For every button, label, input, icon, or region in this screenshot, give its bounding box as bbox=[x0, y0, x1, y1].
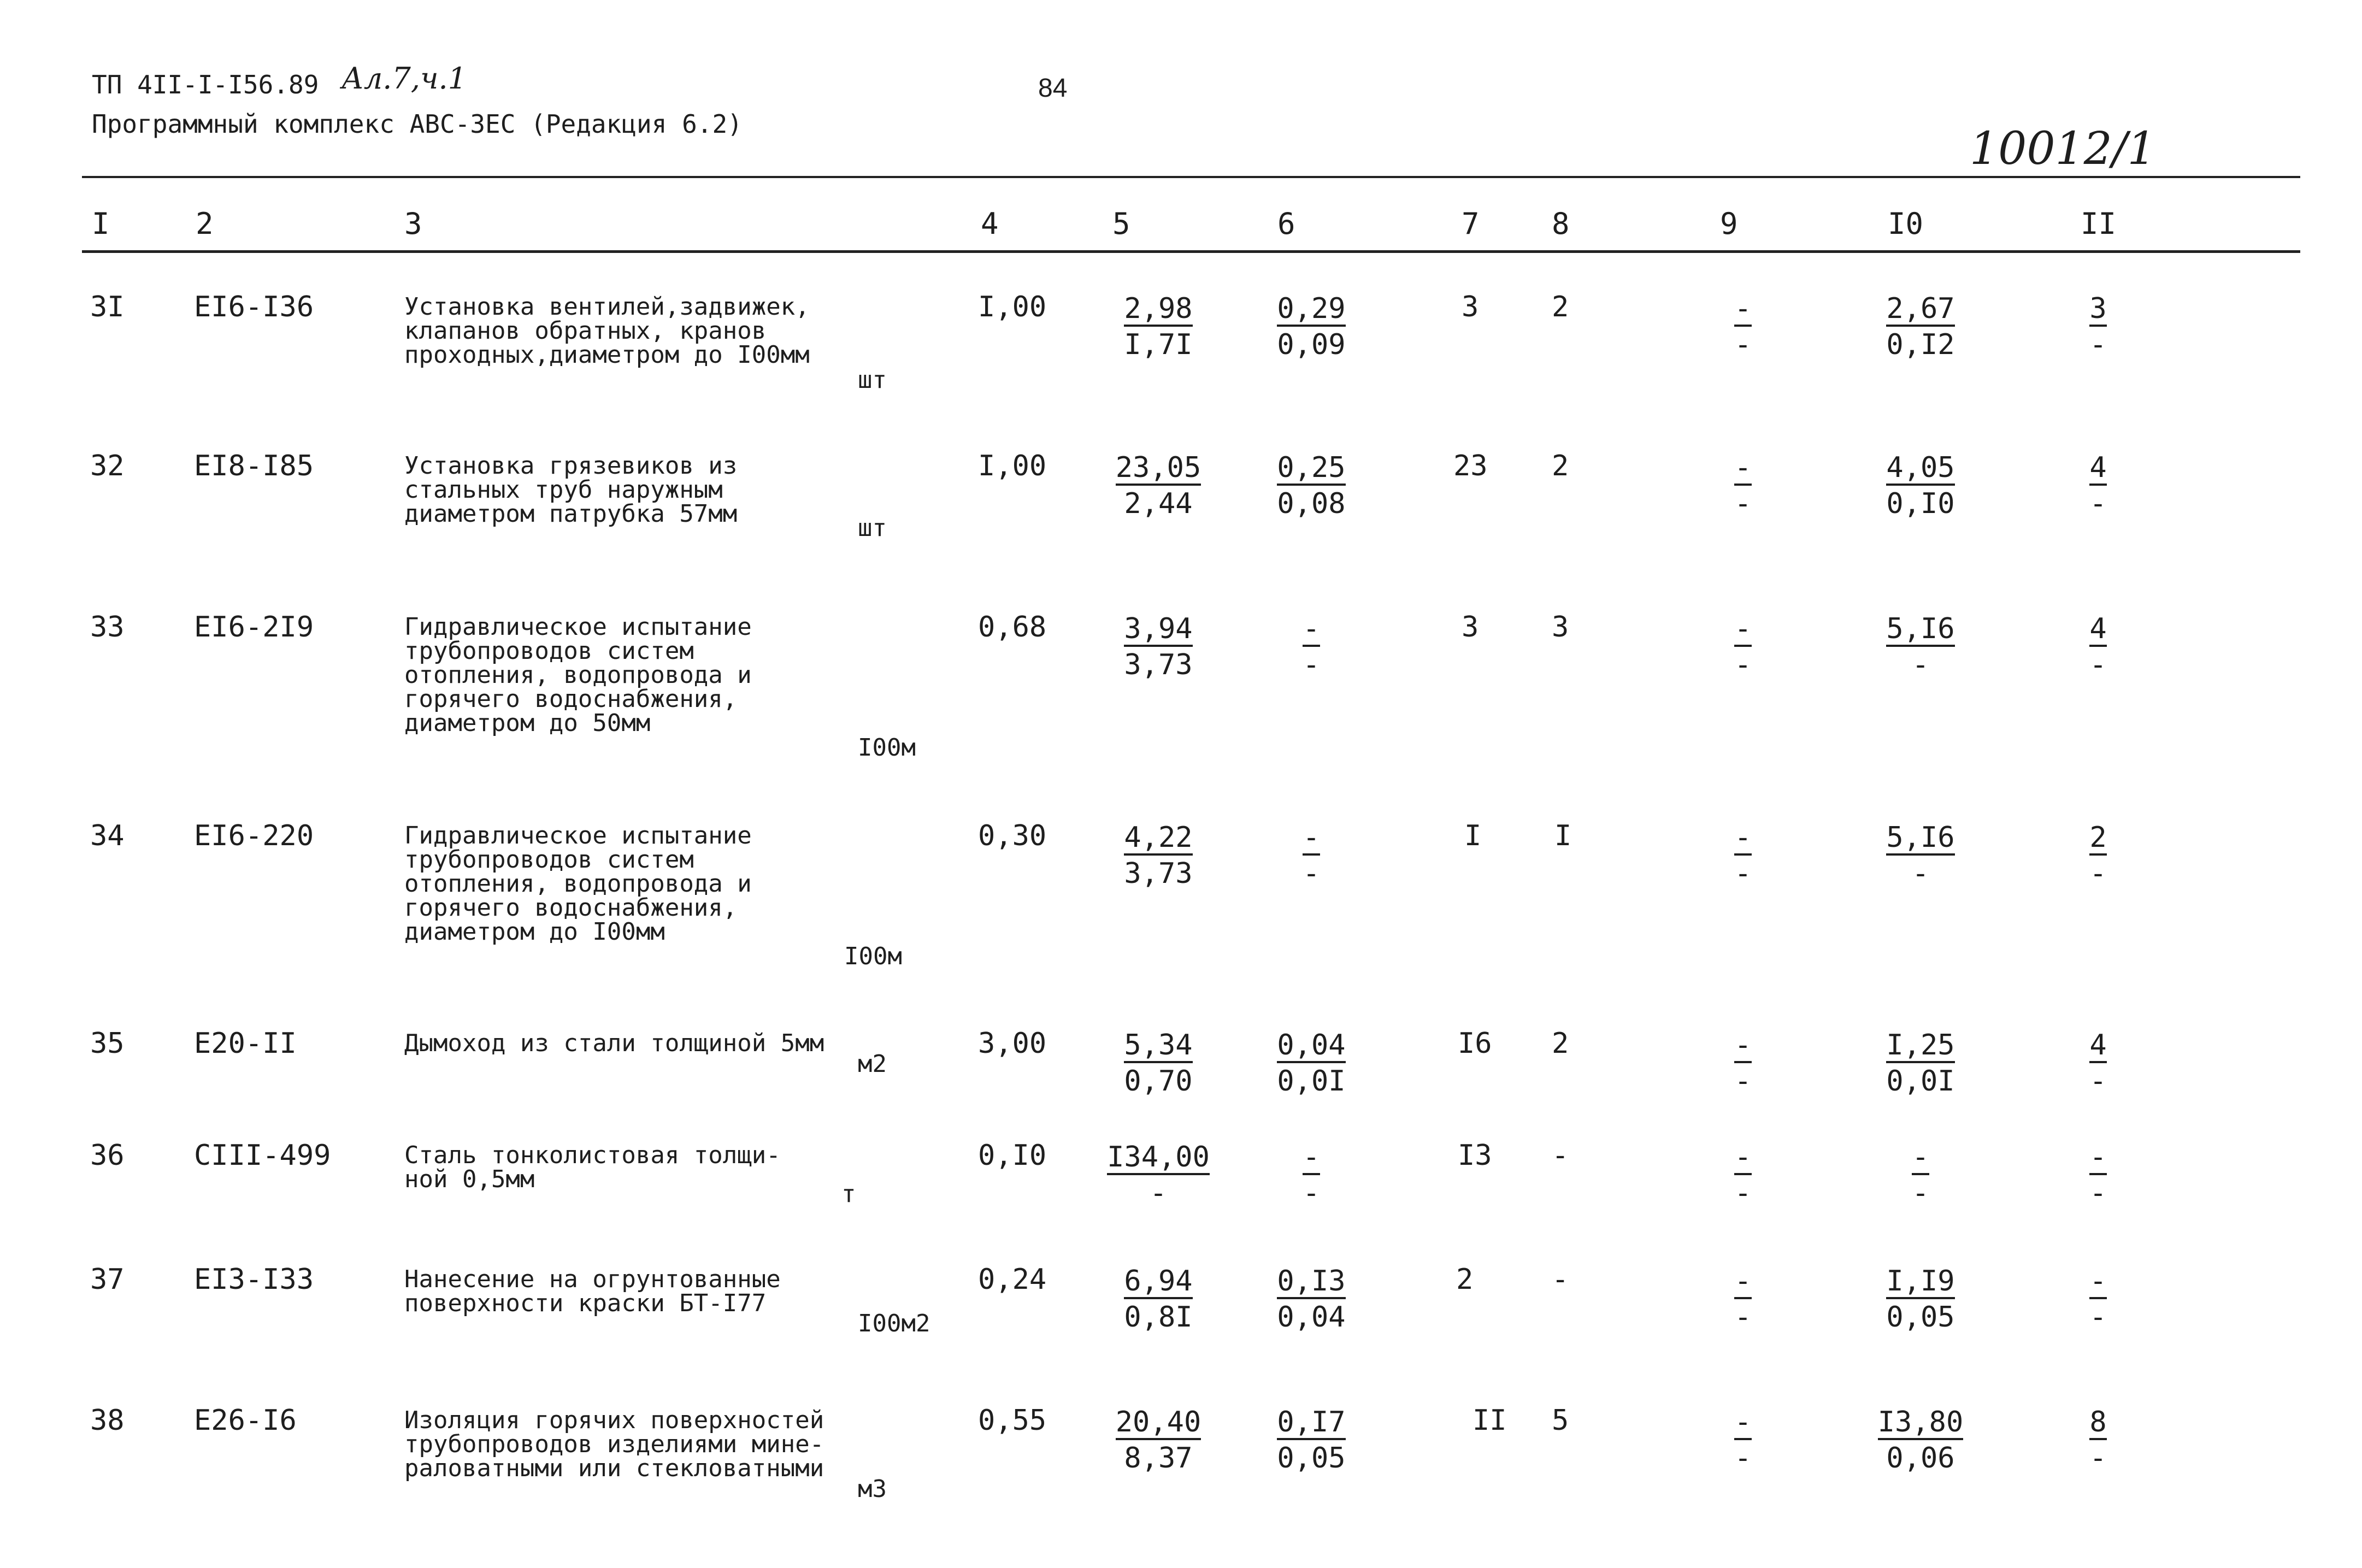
col-header-6: 6 bbox=[1277, 207, 1295, 241]
description-line: Изоляция горячих поверхностей bbox=[404, 1406, 824, 1434]
value-col8: 5 bbox=[1552, 1404, 1569, 1437]
row-number: 32 bbox=[90, 450, 125, 482]
row-unit: м3 bbox=[858, 1475, 887, 1503]
value-col8: - bbox=[1552, 1139, 1569, 1172]
description-line: клапанов обратных, кранов bbox=[404, 317, 767, 345]
value-col5 bbox=[1106, 291, 1210, 363]
col-header-8: 8 bbox=[1552, 207, 1570, 241]
value-bottom: - bbox=[1303, 649, 1320, 681]
row-quantity: I,00 bbox=[978, 450, 1047, 482]
value-bottom: - bbox=[1734, 1177, 1752, 1210]
value-bottom: - bbox=[2089, 328, 2107, 361]
header-rule bbox=[82, 250, 2300, 253]
value-col6 bbox=[1259, 450, 1363, 522]
value-col5 bbox=[1106, 611, 1210, 683]
row-quantity: I,00 bbox=[978, 291, 1047, 323]
value-top: - bbox=[2089, 1265, 2106, 1299]
row-description bbox=[404, 454, 737, 526]
value-col11 bbox=[2046, 1027, 2150, 1099]
description-line: Дымоход из стали толщиной 5мм bbox=[404, 1029, 824, 1057]
col-header-7: 7 bbox=[1462, 207, 1480, 241]
row-code: EI6-220 bbox=[194, 820, 314, 852]
value-col9 bbox=[1691, 1263, 1795, 1335]
value-bottom: 3,73 bbox=[1124, 649, 1193, 681]
value-bottom: 0,09 bbox=[1277, 328, 1346, 361]
value-bottom: - bbox=[2089, 1065, 2107, 1098]
value-bottom: - bbox=[1912, 649, 1929, 681]
value-top: 4 bbox=[2089, 452, 2106, 486]
value-col6 bbox=[1259, 1027, 1363, 1099]
value-bottom: 8,37 bbox=[1124, 1442, 1193, 1475]
value-col11 bbox=[2046, 450, 2150, 522]
value-col10 bbox=[1869, 1027, 1972, 1099]
row-unit: I00м bbox=[844, 942, 902, 970]
value-col6 bbox=[1259, 611, 1363, 683]
col-header-2: 2 bbox=[196, 207, 214, 241]
top-rule bbox=[82, 176, 2300, 178]
row-unit: т bbox=[841, 1180, 856, 1208]
row-number: 36 bbox=[90, 1139, 125, 1172]
value-bottom: 0,I0 bbox=[1886, 487, 1955, 520]
value-col10 bbox=[1869, 291, 1972, 363]
value-top: - bbox=[1303, 613, 1320, 647]
value-bottom: - bbox=[2089, 487, 2107, 520]
value-top: - bbox=[1734, 822, 1751, 856]
value-col10 bbox=[1869, 1404, 1972, 1476]
value-bottom: 0,70 bbox=[1124, 1065, 1193, 1098]
value-top: I,25 bbox=[1886, 1029, 1954, 1063]
value-top: 5,I6 bbox=[1886, 613, 1954, 647]
row-unit: I00м2 bbox=[858, 1310, 930, 1337]
col-header-4: 4 bbox=[981, 207, 999, 241]
description-line: поверхности краски БТ-I77 bbox=[404, 1289, 767, 1317]
row-quantity: 0,I0 bbox=[978, 1139, 1047, 1172]
value-col7: 23 bbox=[1453, 450, 1488, 482]
description-line: Гидравлическое испытание bbox=[404, 822, 752, 850]
value-top: 5,I6 bbox=[1886, 822, 1954, 856]
value-bottom: 0,05 bbox=[1277, 1442, 1346, 1475]
value-top: - bbox=[1734, 1141, 1751, 1175]
col-header-10: I0 bbox=[1888, 207, 1924, 241]
value-col7: I6 bbox=[1458, 1027, 1492, 1060]
row-description bbox=[404, 1265, 781, 1317]
value-bottom: 0,06 bbox=[1886, 1442, 1955, 1475]
row-unit: I00м bbox=[858, 734, 916, 762]
value-bottom: - bbox=[1303, 857, 1320, 890]
value-col11 bbox=[2046, 820, 2150, 892]
value-top: - bbox=[1734, 1029, 1751, 1063]
value-col10 bbox=[1869, 1263, 1972, 1335]
value-bottom: I,7I bbox=[1124, 328, 1193, 361]
value-col11 bbox=[2046, 611, 2150, 683]
value-top: 2 bbox=[2089, 822, 2106, 856]
row-code: EI8-I85 bbox=[194, 450, 314, 482]
value-bottom: 0,04 bbox=[1277, 1301, 1346, 1334]
value-top: 4,05 bbox=[1886, 452, 1954, 486]
description-line: отопления, водопровода и bbox=[404, 870, 752, 898]
value-col10 bbox=[1869, 450, 1972, 522]
value-bottom: - bbox=[2089, 1177, 2107, 1210]
row-quantity: 0,68 bbox=[978, 611, 1047, 644]
value-col11 bbox=[2046, 1139, 2150, 1211]
program-title: Программный комплекс АВС-3ЕС (Редакция 6.2) bbox=[92, 109, 743, 139]
row-number: 33 bbox=[90, 611, 125, 644]
value-top: 5,34 bbox=[1124, 1029, 1192, 1063]
row-number: 34 bbox=[90, 820, 125, 852]
value-col5 bbox=[1106, 1027, 1210, 1099]
value-bottom: - bbox=[2089, 1442, 2107, 1475]
col-header-1: I bbox=[92, 207, 110, 241]
col-header-11: II bbox=[2081, 207, 2117, 241]
value-col9 bbox=[1691, 450, 1795, 522]
value-bottom: 3,73 bbox=[1124, 857, 1193, 890]
row-quantity: 3,00 bbox=[978, 1027, 1047, 1060]
value-col7: 3 bbox=[1462, 291, 1479, 323]
value-col6 bbox=[1259, 291, 1363, 363]
value-top: 8 bbox=[2089, 1406, 2106, 1440]
description-line: горячего водоснабжения, bbox=[404, 685, 738, 713]
description-line: Сталь тонколистовая толщи- bbox=[404, 1141, 781, 1169]
value-top: - bbox=[1734, 452, 1751, 486]
value-col11 bbox=[2046, 1263, 2150, 1335]
value-top: - bbox=[1734, 613, 1751, 647]
value-bottom: 0,05 bbox=[1886, 1301, 1955, 1334]
value-bottom: - bbox=[2089, 1301, 2107, 1334]
value-top: - bbox=[1734, 1406, 1751, 1440]
value-top: - bbox=[2089, 1141, 2106, 1175]
value-col8: 3 bbox=[1552, 611, 1569, 644]
value-col7: 2 bbox=[1456, 1263, 1474, 1296]
value-bottom: 0,0I bbox=[1886, 1065, 1955, 1098]
row-description bbox=[404, 615, 752, 735]
value-col7: II bbox=[1472, 1404, 1507, 1437]
value-bottom: - bbox=[1912, 1177, 1929, 1210]
description-line: Нанесение на огрунтованные bbox=[404, 1265, 781, 1293]
description-line: трубопроводов изделиями мине- bbox=[404, 1430, 824, 1458]
value-col8: 2 bbox=[1552, 291, 1569, 323]
value-col6 bbox=[1259, 820, 1363, 892]
value-bottom: - bbox=[1303, 1177, 1320, 1210]
description-line: ной 0,5мм bbox=[404, 1165, 535, 1193]
handwritten-code: 10012/1 bbox=[1970, 123, 2156, 175]
row-code: EI6-I36 bbox=[194, 291, 314, 323]
description-line: диаметром до I00мм bbox=[404, 918, 665, 946]
row-unit: шт bbox=[858, 514, 887, 542]
value-bottom: - bbox=[1150, 1177, 1167, 1210]
row-code: EI6-2I9 bbox=[194, 611, 314, 644]
value-bottom: - bbox=[1734, 1442, 1752, 1475]
value-col6 bbox=[1259, 1263, 1363, 1335]
value-bottom: - bbox=[1734, 649, 1752, 681]
description-line: раловатными или стекловатными bbox=[404, 1454, 824, 1482]
value-col5 bbox=[1106, 450, 1210, 522]
value-col9 bbox=[1691, 1139, 1795, 1211]
description-line: отопления, водопровода и bbox=[404, 661, 752, 689]
value-col10 bbox=[1869, 820, 1972, 892]
row-code: CIII-499 bbox=[194, 1139, 331, 1172]
row-description bbox=[404, 824, 752, 944]
value-bottom: 0,I2 bbox=[1886, 328, 1955, 361]
value-col8: - bbox=[1552, 1263, 1569, 1296]
value-bottom: 0,8I bbox=[1124, 1301, 1193, 1334]
value-top: I3,80 bbox=[1878, 1406, 1964, 1440]
value-bottom: 2,44 bbox=[1124, 487, 1193, 520]
row-unit: м2 bbox=[858, 1050, 887, 1078]
description-line: трубопроводов систем bbox=[404, 637, 694, 665]
value-col9 bbox=[1691, 291, 1795, 363]
value-top: 23,05 bbox=[1116, 452, 1201, 486]
value-col10 bbox=[1869, 611, 1972, 683]
row-code: EI3-I33 bbox=[194, 1263, 314, 1296]
value-top: 0,I3 bbox=[1277, 1265, 1345, 1299]
value-top: 0,04 bbox=[1277, 1029, 1345, 1063]
value-top: - bbox=[1303, 1141, 1320, 1175]
value-bottom: - bbox=[2089, 857, 2107, 890]
row-number: 37 bbox=[90, 1263, 125, 1296]
description-line: диаметром патрубка 57мм bbox=[404, 500, 738, 528]
row-quantity: 0,24 bbox=[978, 1263, 1047, 1296]
value-col7: 3 bbox=[1462, 611, 1479, 644]
row-unit: шт bbox=[858, 366, 887, 394]
value-bottom: - bbox=[1734, 1065, 1752, 1098]
value-top: 6,94 bbox=[1124, 1265, 1192, 1299]
value-col5 bbox=[1106, 1404, 1210, 1476]
value-bottom: - bbox=[1912, 857, 1929, 890]
value-col8: 2 bbox=[1552, 1027, 1569, 1060]
value-bottom: 0,0I bbox=[1277, 1065, 1346, 1098]
value-top: - bbox=[1734, 293, 1751, 327]
value-col5 bbox=[1106, 1139, 1210, 1211]
value-col10 bbox=[1869, 1139, 1972, 1211]
value-top: I,I9 bbox=[1886, 1265, 1954, 1299]
value-col6 bbox=[1259, 1139, 1363, 1211]
value-col6 bbox=[1259, 1404, 1363, 1476]
page-number: 84 bbox=[1038, 74, 1068, 103]
value-bottom: - bbox=[1734, 1301, 1752, 1334]
value-col7: I3 bbox=[1458, 1139, 1492, 1172]
value-col11 bbox=[2046, 1404, 2150, 1476]
row-number: 35 bbox=[90, 1027, 125, 1060]
row-quantity: 0,55 bbox=[978, 1404, 1047, 1437]
value-top: - bbox=[1303, 822, 1320, 856]
value-col9 bbox=[1691, 611, 1795, 683]
value-top: 0,I7 bbox=[1277, 1406, 1345, 1440]
value-top: I34,00 bbox=[1107, 1141, 1210, 1175]
value-top: 2,67 bbox=[1886, 293, 1954, 327]
row-quantity: 0,30 bbox=[978, 820, 1047, 852]
description-line: проходных,диаметром до I00мм bbox=[404, 341, 810, 369]
value-bottom: - bbox=[1734, 328, 1752, 361]
handwritten-reference: Ал.7,ч.1 bbox=[341, 61, 467, 96]
value-col7: I bbox=[1464, 820, 1482, 852]
value-top: 2,98 bbox=[1124, 293, 1192, 327]
value-top: 0,25 bbox=[1277, 452, 1345, 486]
description-line: Гидравлическое испытание bbox=[404, 613, 752, 641]
description-line: Установка грязевиков из bbox=[404, 452, 738, 480]
row-description bbox=[404, 1143, 781, 1192]
col-header-5: 5 bbox=[1112, 207, 1130, 241]
description-line: трубопроводов систем bbox=[404, 846, 694, 874]
value-col5 bbox=[1106, 1263, 1210, 1335]
row-description bbox=[404, 1031, 824, 1056]
description-line: диаметром до 50мм bbox=[404, 709, 651, 737]
document-code: ТП 4II-I-I56.89 bbox=[92, 70, 319, 99]
row-number: 3I bbox=[90, 291, 125, 323]
value-col9 bbox=[1691, 1404, 1795, 1476]
value-top: 4 bbox=[2089, 1029, 2106, 1063]
value-col9 bbox=[1691, 1027, 1795, 1099]
row-number: 38 bbox=[90, 1404, 125, 1437]
value-bottom: - bbox=[1734, 487, 1752, 520]
value-top: 4 bbox=[2089, 613, 2106, 647]
value-bottom: - bbox=[1734, 857, 1752, 890]
value-top: 20,40 bbox=[1116, 1406, 1201, 1440]
description-line: горячего водоснабжения, bbox=[404, 894, 738, 922]
description-line: Установка вентилей,задвижек, bbox=[404, 293, 810, 321]
col-header-3: 3 bbox=[404, 207, 422, 241]
value-bottom: - bbox=[2089, 649, 2107, 681]
description-line: стальных труб наружным bbox=[404, 476, 723, 504]
value-col11 bbox=[2046, 291, 2150, 363]
value-top: 3,94 bbox=[1124, 613, 1192, 647]
row-code: E20-II bbox=[194, 1027, 297, 1060]
value-col5 bbox=[1106, 820, 1210, 892]
value-col8: 2 bbox=[1552, 450, 1569, 482]
col-header-9: 9 bbox=[1720, 207, 1738, 241]
row-description bbox=[404, 1408, 824, 1481]
value-top: - bbox=[1912, 1141, 1929, 1175]
row-description bbox=[404, 295, 810, 367]
value-top: 4,22 bbox=[1124, 822, 1192, 856]
value-bottom: 0,08 bbox=[1277, 487, 1346, 520]
row-code: E26-I6 bbox=[194, 1404, 297, 1437]
value-col8: I bbox=[1554, 820, 1572, 852]
value-top: - bbox=[1734, 1265, 1751, 1299]
value-top: 0,29 bbox=[1277, 293, 1345, 327]
value-top: 3 bbox=[2089, 293, 2106, 327]
value-col9 bbox=[1691, 820, 1795, 892]
